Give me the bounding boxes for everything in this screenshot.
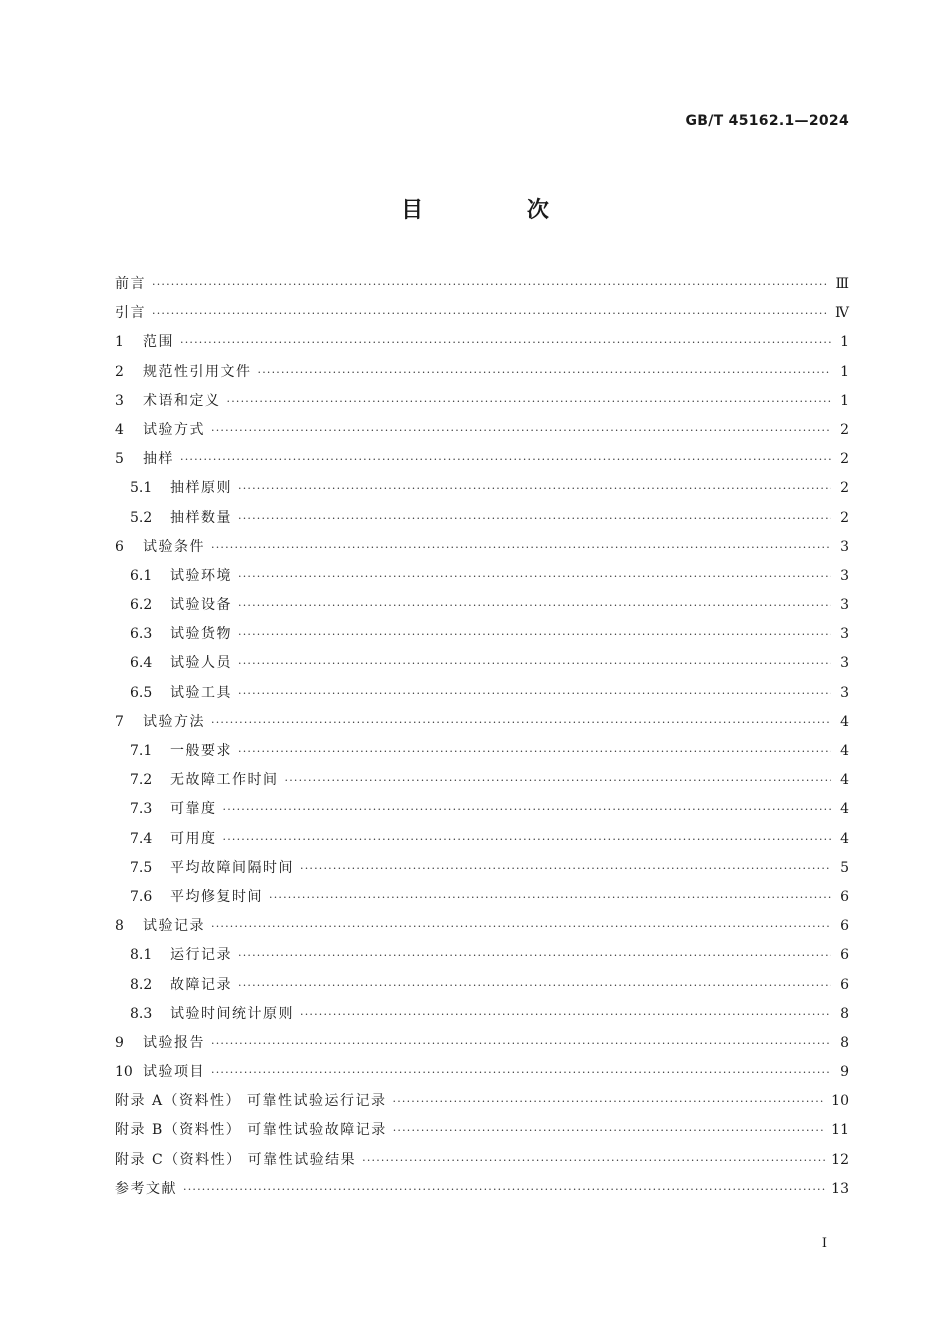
toc-entry[interactable] <box>115 737 849 766</box>
toc-entry-number: 5 <box>115 451 124 468</box>
page-number: I <box>821 1236 827 1251</box>
toc-leader-dots <box>180 445 831 474</box>
toc-entry-number: 7.4 <box>130 830 153 847</box>
toc-entry-label: 抽样原则 <box>170 480 232 497</box>
toc-entry[interactable] <box>115 1029 849 1058</box>
toc-entry-number: 6.5 <box>130 684 153 701</box>
toc-leader-dots <box>393 1116 825 1145</box>
toc-entry[interactable] <box>115 941 849 970</box>
toc-leader-dots <box>258 358 832 387</box>
toc-entry-page: 2 <box>840 451 849 468</box>
toc-leader-dots <box>238 971 831 1000</box>
toc-entry-page: 1 <box>840 334 849 351</box>
toc-leader-dots <box>300 1000 831 1029</box>
page-title: 目 次 <box>401 198 597 223</box>
toc-entry-page: 3 <box>840 626 849 643</box>
toc-leader-dots <box>211 1058 831 1087</box>
toc-entry-label: 试验记录 <box>143 918 205 935</box>
toc-leader-dots <box>238 504 831 533</box>
toc-entry-label: 抽样数量 <box>170 509 232 526</box>
toc-entry-page: 11 <box>831 1122 849 1139</box>
toc-entry-page: 9 <box>840 1064 849 1081</box>
toc-entry-label: 试验时间统计原则 <box>170 1005 294 1022</box>
toc-entry[interactable] <box>115 299 849 328</box>
toc-entry[interactable] <box>115 387 849 416</box>
toc-entry-number: 3 <box>115 392 124 409</box>
toc-entry-number: 5.2 <box>130 509 153 526</box>
toc-entry-label: 规范性引用文件 <box>143 363 252 380</box>
toc-entry[interactable] <box>115 620 849 649</box>
toc-entry-page: 2 <box>840 480 849 497</box>
toc-entry[interactable] <box>115 766 849 795</box>
toc-entry[interactable] <box>115 1116 849 1145</box>
toc-entry-label: 无故障工作时间 <box>170 772 279 789</box>
toc-entry-label: 试验方法 <box>143 713 205 730</box>
toc-leader-dots <box>300 854 831 883</box>
toc-leader-dots <box>238 562 831 591</box>
toc-entry-label: 平均故障间隔时间 <box>170 859 294 876</box>
toc-entry-page: Ⅳ <box>835 305 849 322</box>
toc-entry-number: 7.3 <box>130 801 153 818</box>
toc-leader-dots <box>269 883 831 912</box>
toc-entry-label: 参考文献 <box>115 1180 177 1197</box>
toc-entry-page: 3 <box>840 538 849 555</box>
toc-entry-number: 7 <box>115 713 124 730</box>
toc-entry[interactable] <box>115 358 849 387</box>
toc-leader-dots <box>223 825 832 854</box>
toc-entry-label: 试验方式 <box>143 421 205 438</box>
toc-leader-dots <box>238 591 831 620</box>
toc-entry-page: 4 <box>840 772 849 789</box>
toc-entry-label: 故障记录 <box>170 976 232 993</box>
toc-leader-dots <box>211 416 831 445</box>
toc-entry-number: 8 <box>115 918 124 935</box>
toc-entry-label: 引言 <box>115 305 146 322</box>
toc-entry-label: 试验环境 <box>170 567 232 584</box>
toc-leader-dots <box>238 941 831 970</box>
toc-entry-label: 可靠度 <box>170 801 217 818</box>
toc-entry-page: 12 <box>831 1151 849 1168</box>
toc-entry-number: 2 <box>115 363 124 380</box>
toc-entry-number: 6 <box>115 538 124 555</box>
toc-leader-dots <box>180 328 831 357</box>
toc-entry-label: 抽样 <box>143 451 174 468</box>
toc-entry-page: 3 <box>840 567 849 584</box>
toc-entry-label: 附录 B（资料性） 可靠性试验故障记录 <box>115 1122 387 1139</box>
toc-entry-label: 附录 A（资料性） 可靠性试验运行记录 <box>115 1093 387 1110</box>
toc-entry-page: 3 <box>840 684 849 701</box>
toc-entry[interactable] <box>115 679 849 708</box>
toc-leader-dots <box>285 766 832 795</box>
toc-entry-page: 1 <box>840 392 849 409</box>
toc-entry-page: 3 <box>840 597 849 614</box>
toc-entry[interactable] <box>115 1058 849 1087</box>
toc-entry-page: 6 <box>840 888 849 905</box>
toc-leader-dots <box>238 679 831 708</box>
toc-leader-dots <box>238 649 831 678</box>
toc-entry[interactable] <box>115 912 849 941</box>
toc-entry[interactable] <box>115 1146 849 1175</box>
toc-entry-number: 8.2 <box>130 976 153 993</box>
toc-leader-dots <box>393 1087 826 1116</box>
toc-entry-label: 一般要求 <box>170 743 232 759</box>
toc-entry-label: 术语和定义 <box>143 392 221 409</box>
toc-entry-number: 6.4 <box>130 655 153 672</box>
toc-entry-page: 2 <box>840 509 849 526</box>
toc-entry[interactable] <box>115 562 849 591</box>
toc-entry-label: 试验项目 <box>143 1064 205 1081</box>
toc-leader-dots <box>238 474 831 503</box>
toc-entry[interactable] <box>115 416 849 445</box>
toc-entry[interactable] <box>115 1087 849 1116</box>
toc-entry-label: 试验工具 <box>170 684 232 701</box>
toc-entry-page: 13 <box>831 1180 849 1197</box>
toc-entry[interactable] <box>115 328 849 357</box>
toc-entry[interactable] <box>115 270 849 299</box>
toc-leader-dots <box>211 708 831 737</box>
toc-entry-page: 4 <box>840 713 849 730</box>
toc-entry-label: 试验条件 <box>143 538 205 555</box>
toc-entry[interactable] <box>115 591 849 620</box>
toc-entry-page: 4 <box>840 830 849 847</box>
toc-entry-number: 10 <box>115 1064 133 1081</box>
toc-entry-page: Ⅲ <box>835 276 849 292</box>
toc-leader-dots <box>238 620 831 649</box>
toc-entry[interactable] <box>115 649 849 678</box>
toc-entry[interactable] <box>115 504 849 533</box>
table-of-contents <box>115 270 849 1204</box>
toc-leader-dots <box>238 737 831 766</box>
toc-entry-number: 7.1 <box>130 743 153 759</box>
toc-entry-number: 6.3 <box>130 626 153 643</box>
toc-entry-label: 运行记录 <box>170 947 232 964</box>
toc-entry[interactable] <box>115 445 849 474</box>
toc-leader-dots <box>152 270 829 299</box>
toc-entry[interactable] <box>115 971 849 1000</box>
toc-entry-page: 4 <box>840 801 849 818</box>
toc-entry-number: 4 <box>115 421 124 438</box>
toc-entry-page: 2 <box>840 421 849 438</box>
toc-leader-dots <box>223 795 832 824</box>
toc-entry-page: 1 <box>840 363 849 380</box>
toc-entry-number: 8.3 <box>130 1005 153 1022</box>
toc-entry-number: 7.2 <box>130 772 153 789</box>
toc-entry-label: 试验报告 <box>143 1034 205 1051</box>
toc-entry-page: 3 <box>840 655 849 672</box>
toc-entry-number: 8.1 <box>130 947 153 964</box>
toc-leader-dots <box>362 1146 825 1175</box>
toc-entry-number: 7.6 <box>130 888 153 905</box>
toc-entry-label: 可用度 <box>170 830 217 847</box>
toc-entry-number: 1 <box>115 334 124 351</box>
standard-code: GB/T 45162.1—2024 <box>685 113 849 129</box>
toc-entry-number: 6.1 <box>130 567 153 584</box>
toc-entry-page: 5 <box>840 859 849 876</box>
toc-entry-label: 试验货物 <box>170 626 232 643</box>
toc-entry-label: 平均修复时间 <box>170 888 263 905</box>
toc-entry-page: 8 <box>840 1034 849 1051</box>
toc-entry-number: 9 <box>115 1034 124 1051</box>
toc-entry[interactable] <box>115 533 849 562</box>
toc-entry-page: 8 <box>840 1005 849 1022</box>
toc-entry[interactable] <box>115 795 849 824</box>
toc-leader-dots <box>227 387 832 416</box>
toc-entry-number: 5.1 <box>130 480 153 497</box>
toc-entry-label: 试验人员 <box>170 655 232 672</box>
toc-entry[interactable] <box>115 474 849 503</box>
toc-leader-dots <box>211 912 831 941</box>
toc-entry[interactable] <box>115 854 849 883</box>
toc-entry-page: 4 <box>840 743 849 759</box>
toc-leader-dots <box>183 1175 825 1204</box>
toc-entry-page: 6 <box>840 976 849 993</box>
toc-entry[interactable] <box>115 825 849 854</box>
toc-leader-dots <box>152 299 829 328</box>
toc-entry-label: 试验设备 <box>170 597 232 614</box>
toc-entry-label: 范围 <box>143 334 174 351</box>
toc-leader-dots <box>211 1029 831 1058</box>
toc-entry[interactable] <box>115 1000 849 1029</box>
toc-leader-dots <box>211 533 831 562</box>
toc-entry-label: 前言 <box>115 276 146 292</box>
toc-entry-label: 附录 C（资料性） 可靠性试验结果 <box>115 1151 357 1168</box>
toc-entry[interactable] <box>115 883 849 912</box>
toc-entry-page: 6 <box>840 947 849 964</box>
toc-entry-page: 10 <box>831 1093 849 1110</box>
toc-entry-number: 6.2 <box>130 597 153 614</box>
toc-entry-page: 6 <box>840 918 849 935</box>
toc-entry[interactable] <box>115 708 849 737</box>
toc-entry[interactable] <box>115 1175 849 1204</box>
toc-entry-number: 7.5 <box>130 859 153 876</box>
